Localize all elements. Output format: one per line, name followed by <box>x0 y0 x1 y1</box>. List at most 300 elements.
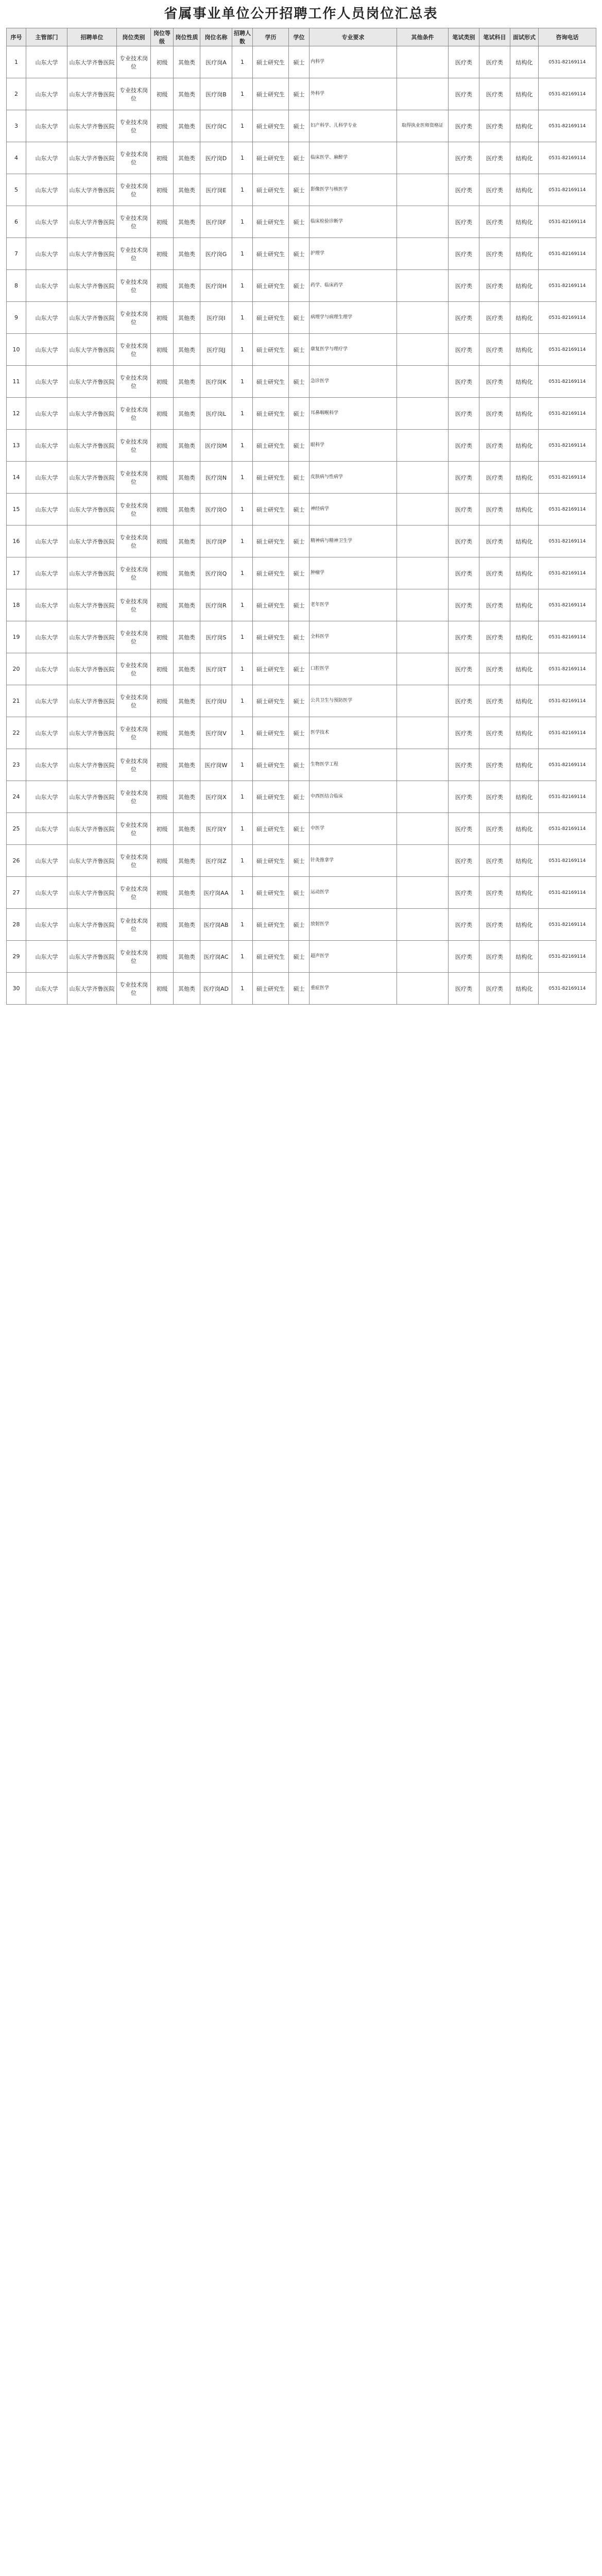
nature-cell: 其他类 <box>174 845 200 877</box>
column-header: 序号 <box>7 28 26 46</box>
count-cell: 1 <box>232 526 253 557</box>
degree-cell: 硕士 <box>289 813 309 845</box>
contact-cell: 0531-82169114 <box>539 366 596 398</box>
contact-cell: 0531-82169114 <box>539 877 596 909</box>
post-cell: 医疗岗X <box>200 781 232 813</box>
exam-type-cell: 医疗类 <box>449 302 479 334</box>
contact-cell: 0531-82169114 <box>539 46 596 78</box>
post-cell: 医疗岗J <box>200 334 232 366</box>
column-header: 专业要求 <box>309 28 397 46</box>
other-cell <box>397 206 449 238</box>
dept-cell: 山东大学 <box>26 621 67 653</box>
nature-cell: 其他类 <box>174 813 200 845</box>
table-row <box>7 110 596 142</box>
exam-type-cell: 医疗类 <box>449 398 479 430</box>
major-cell: 眼科学 <box>309 430 397 462</box>
interview-cell: 结构化 <box>510 142 539 174</box>
exam-type-cell: 医疗类 <box>449 430 479 462</box>
other-cell <box>397 526 449 557</box>
unit-cell: 山东大学齐鲁医院 <box>67 973 117 1005</box>
count-cell: 1 <box>232 877 253 909</box>
nature-cell: 其他类 <box>174 526 200 557</box>
post-cell: 医疗岗L <box>200 398 232 430</box>
degree-cell: 硕士 <box>289 302 309 334</box>
count-cell: 1 <box>232 142 253 174</box>
interview-cell: 结构化 <box>510 494 539 526</box>
degree-cell: 硕士 <box>289 781 309 813</box>
unit-cell: 山东大学齐鲁医院 <box>67 621 117 653</box>
other-cell <box>397 781 449 813</box>
column-header: 笔试科目 <box>479 28 510 46</box>
column-header: 面试形式 <box>510 28 539 46</box>
nature-cell: 其他类 <box>174 238 200 270</box>
column-header: 笔试类别 <box>449 28 479 46</box>
level-cell: 初级 <box>151 813 174 845</box>
other-cell <box>397 653 449 685</box>
education-cell: 硕士研究生 <box>253 494 289 526</box>
contact-cell: 0531-82169114 <box>539 685 596 717</box>
interview-cell: 结构化 <box>510 334 539 366</box>
exam-type-cell: 医疗类 <box>449 78 479 110</box>
contact-cell: 0531-82169114 <box>539 557 596 589</box>
exam-type-cell: 医疗类 <box>449 494 479 526</box>
post-cell: 医疗岗AD <box>200 973 232 1005</box>
major-cell: 耳鼻咽喉科学 <box>309 398 397 430</box>
post-cell: 医疗岗O <box>200 494 232 526</box>
degree-cell: 硕士 <box>289 717 309 749</box>
degree-cell: 硕士 <box>289 653 309 685</box>
degree-cell: 硕士 <box>289 621 309 653</box>
major-cell: 病理学与病理生理学 <box>309 302 397 334</box>
unit-cell: 山东大学齐鲁医院 <box>67 557 117 589</box>
table-row <box>7 526 596 557</box>
level-cell: 初级 <box>151 494 174 526</box>
nature-cell: 其他类 <box>174 973 200 1005</box>
exam-type-cell: 医疗类 <box>449 909 479 941</box>
level-cell: 初级 <box>151 110 174 142</box>
interview-cell: 结构化 <box>510 877 539 909</box>
row-number: 13 <box>7 430 26 462</box>
table-row <box>7 557 596 589</box>
row-number: 16 <box>7 526 26 557</box>
table-row <box>7 973 596 1005</box>
dept-cell: 山东大学 <box>26 845 67 877</box>
count-cell: 1 <box>232 334 253 366</box>
level-cell: 初级 <box>151 557 174 589</box>
education-cell: 硕士研究生 <box>253 941 289 973</box>
education-cell: 硕士研究生 <box>253 78 289 110</box>
major-cell: 内科学 <box>309 46 397 78</box>
count-cell: 1 <box>232 110 253 142</box>
interview-cell: 结构化 <box>510 941 539 973</box>
level-cell: 初级 <box>151 877 174 909</box>
exam-type-cell: 医疗类 <box>449 142 479 174</box>
exam-subject-cell: 医疗类 <box>479 717 510 749</box>
education-cell: 硕士研究生 <box>253 526 289 557</box>
contact-cell: 0531-82169114 <box>539 78 596 110</box>
exam-subject-cell: 医疗类 <box>479 46 510 78</box>
education-cell: 硕士研究生 <box>253 557 289 589</box>
count-cell: 1 <box>232 845 253 877</box>
post-cell: 医疗岗R <box>200 589 232 621</box>
dept-cell: 山东大学 <box>26 526 67 557</box>
exam-subject-cell: 医疗类 <box>479 366 510 398</box>
exam-type-cell: 医疗类 <box>449 973 479 1005</box>
count-cell: 1 <box>232 462 253 494</box>
column-header: 主管部门 <box>26 28 67 46</box>
exam-subject-cell: 医疗类 <box>479 973 510 1005</box>
exam-subject-cell: 医疗类 <box>479 526 510 557</box>
other-cell <box>397 462 449 494</box>
major-cell: 妇产科学、儿科学专业 <box>309 110 397 142</box>
category-cell: 专业技术岗位 <box>117 110 151 142</box>
education-cell: 硕士研究生 <box>253 781 289 813</box>
row-number: 7 <box>7 238 26 270</box>
degree-cell: 硕士 <box>289 749 309 781</box>
nature-cell: 其他类 <box>174 557 200 589</box>
count-cell: 1 <box>232 46 253 78</box>
row-number: 11 <box>7 366 26 398</box>
column-header: 咨询电话 <box>539 28 596 46</box>
category-cell: 专业技术岗位 <box>117 334 151 366</box>
unit-cell: 山东大学齐鲁医院 <box>67 877 117 909</box>
exam-subject-cell: 医疗类 <box>479 941 510 973</box>
table-row <box>7 685 596 717</box>
dept-cell: 山东大学 <box>26 717 67 749</box>
exam-type-cell: 医疗类 <box>449 334 479 366</box>
nature-cell: 其他类 <box>174 781 200 813</box>
other-cell <box>397 142 449 174</box>
category-cell: 专业技术岗位 <box>117 462 151 494</box>
level-cell: 初级 <box>151 462 174 494</box>
contact-cell: 0531-82169114 <box>539 110 596 142</box>
post-cell: 医疗岗AA <box>200 877 232 909</box>
nature-cell: 其他类 <box>174 174 200 206</box>
dept-cell: 山东大学 <box>26 334 67 366</box>
unit-cell: 山东大学齐鲁医院 <box>67 526 117 557</box>
post-cell: 医疗岗A <box>200 46 232 78</box>
interview-cell: 结构化 <box>510 46 539 78</box>
dept-cell: 山东大学 <box>26 749 67 781</box>
other-cell <box>397 398 449 430</box>
level-cell: 初级 <box>151 621 174 653</box>
post-cell: 医疗岗I <box>200 302 232 334</box>
count-cell: 1 <box>232 78 253 110</box>
count-cell: 1 <box>232 973 253 1005</box>
count-cell: 1 <box>232 685 253 717</box>
row-number: 29 <box>7 941 26 973</box>
exam-subject-cell: 医疗类 <box>479 462 510 494</box>
education-cell: 硕士研究生 <box>253 462 289 494</box>
nature-cell: 其他类 <box>174 621 200 653</box>
major-cell: 外科学 <box>309 78 397 110</box>
exam-subject-cell: 医疗类 <box>479 334 510 366</box>
education-cell: 硕士研究生 <box>253 845 289 877</box>
table-row <box>7 717 596 749</box>
count-cell: 1 <box>232 813 253 845</box>
level-cell: 初级 <box>151 302 174 334</box>
row-number: 9 <box>7 302 26 334</box>
other-cell <box>397 557 449 589</box>
exam-subject-cell: 医疗类 <box>479 653 510 685</box>
interview-cell: 结构化 <box>510 238 539 270</box>
interview-cell: 结构化 <box>510 685 539 717</box>
table-row <box>7 366 596 398</box>
unit-cell: 山东大学齐鲁医院 <box>67 142 117 174</box>
education-cell: 硕士研究生 <box>253 653 289 685</box>
dept-cell: 山东大学 <box>26 174 67 206</box>
table-row <box>7 334 596 366</box>
interview-cell: 结构化 <box>510 110 539 142</box>
unit-cell: 山东大学齐鲁医院 <box>67 302 117 334</box>
degree-cell: 硕士 <box>289 174 309 206</box>
category-cell: 专业技术岗位 <box>117 238 151 270</box>
unit-cell: 山东大学齐鲁医院 <box>67 430 117 462</box>
count-cell: 1 <box>232 174 253 206</box>
exam-type-cell: 医疗类 <box>449 270 479 302</box>
interview-cell: 结构化 <box>510 270 539 302</box>
category-cell: 专业技术岗位 <box>117 653 151 685</box>
table-row <box>7 462 596 494</box>
category-cell: 专业技术岗位 <box>117 813 151 845</box>
post-cell: 医疗岗H <box>200 270 232 302</box>
level-cell: 初级 <box>151 238 174 270</box>
post-cell: 医疗岗V <box>200 717 232 749</box>
post-cell: 医疗岗B <box>200 78 232 110</box>
column-header: 岗位性质 <box>174 28 200 46</box>
post-cell: 医疗岗S <box>200 621 232 653</box>
exam-type-cell: 医疗类 <box>449 110 479 142</box>
unit-cell: 山东大学齐鲁医院 <box>67 366 117 398</box>
interview-cell: 结构化 <box>510 557 539 589</box>
level-cell: 初级 <box>151 685 174 717</box>
exam-type-cell: 医疗类 <box>449 653 479 685</box>
category-cell: 专业技术岗位 <box>117 398 151 430</box>
post-cell: 医疗岗G <box>200 238 232 270</box>
row-number: 12 <box>7 398 26 430</box>
exam-subject-cell: 医疗类 <box>479 877 510 909</box>
major-cell: 老年医学 <box>309 589 397 621</box>
category-cell: 专业技术岗位 <box>117 717 151 749</box>
level-cell: 初级 <box>151 174 174 206</box>
nature-cell: 其他类 <box>174 398 200 430</box>
degree-cell: 硕士 <box>289 589 309 621</box>
dept-cell: 山东大学 <box>26 46 67 78</box>
column-header: 岗位类别 <box>117 28 151 46</box>
major-cell: 临床医学、麻醉学 <box>309 142 397 174</box>
major-cell: 康复医学与理疗学 <box>309 334 397 366</box>
row-number: 24 <box>7 781 26 813</box>
dept-cell: 山东大学 <box>26 366 67 398</box>
education-cell: 硕士研究生 <box>253 398 289 430</box>
contact-cell: 0531-82169114 <box>539 973 596 1005</box>
degree-cell: 硕士 <box>289 941 309 973</box>
row-number: 5 <box>7 174 26 206</box>
exam-subject-cell: 医疗类 <box>479 813 510 845</box>
dept-cell: 山东大学 <box>26 206 67 238</box>
other-cell <box>397 430 449 462</box>
other-cell <box>397 717 449 749</box>
contact-cell: 0531-82169114 <box>539 142 596 174</box>
row-number: 25 <box>7 813 26 845</box>
header-row <box>7 28 596 46</box>
interview-cell: 结构化 <box>510 653 539 685</box>
unit-cell: 山东大学齐鲁医院 <box>67 941 117 973</box>
education-cell: 硕士研究生 <box>253 46 289 78</box>
count-cell: 1 <box>232 206 253 238</box>
count-cell: 1 <box>232 238 253 270</box>
count-cell: 1 <box>232 717 253 749</box>
unit-cell: 山东大学齐鲁医院 <box>67 685 117 717</box>
contact-cell: 0531-82169114 <box>539 174 596 206</box>
other-cell <box>397 749 449 781</box>
contact-cell: 0531-82169114 <box>539 270 596 302</box>
education-cell: 硕士研究生 <box>253 142 289 174</box>
dept-cell: 山东大学 <box>26 877 67 909</box>
exam-type-cell: 医疗类 <box>449 781 479 813</box>
unit-cell: 山东大学齐鲁医院 <box>67 270 117 302</box>
interview-cell: 结构化 <box>510 621 539 653</box>
dept-cell: 山东大学 <box>26 270 67 302</box>
post-cell: 医疗岗AB <box>200 909 232 941</box>
contact-cell: 0531-82169114 <box>539 526 596 557</box>
exam-subject-cell: 医疗类 <box>479 430 510 462</box>
unit-cell: 山东大学齐鲁医院 <box>67 462 117 494</box>
major-cell: 全科医学 <box>309 621 397 653</box>
major-cell: 医学技术 <box>309 717 397 749</box>
dept-cell: 山东大学 <box>26 462 67 494</box>
count-cell: 1 <box>232 302 253 334</box>
count-cell: 1 <box>232 557 253 589</box>
degree-cell: 硕士 <box>289 78 309 110</box>
education-cell: 硕士研究生 <box>253 270 289 302</box>
unit-cell: 山东大学齐鲁医院 <box>67 909 117 941</box>
unit-cell: 山东大学齐鲁医院 <box>67 110 117 142</box>
interview-cell: 结构化 <box>510 430 539 462</box>
dept-cell: 山东大学 <box>26 781 67 813</box>
exam-type-cell: 医疗类 <box>449 462 479 494</box>
exam-subject-cell: 医疗类 <box>479 110 510 142</box>
table-row <box>7 46 596 78</box>
row-number: 1 <box>7 46 26 78</box>
interview-cell: 结构化 <box>510 462 539 494</box>
contact-cell: 0531-82169114 <box>539 494 596 526</box>
exam-type-cell: 医疗类 <box>449 749 479 781</box>
degree-cell: 硕士 <box>289 270 309 302</box>
interview-cell: 结构化 <box>510 845 539 877</box>
post-cell: 医疗岗N <box>200 462 232 494</box>
unit-cell: 山东大学齐鲁医院 <box>67 238 117 270</box>
degree-cell: 硕士 <box>289 430 309 462</box>
exam-subject-cell: 医疗类 <box>479 302 510 334</box>
table-row <box>7 941 596 973</box>
category-cell: 专业技术岗位 <box>117 174 151 206</box>
degree-cell: 硕士 <box>289 494 309 526</box>
nature-cell: 其他类 <box>174 909 200 941</box>
education-cell: 硕士研究生 <box>253 430 289 462</box>
degree-cell: 硕士 <box>289 110 309 142</box>
other-cell <box>397 589 449 621</box>
other-cell <box>397 302 449 334</box>
count-cell: 1 <box>232 653 253 685</box>
degree-cell: 硕士 <box>289 877 309 909</box>
major-cell: 药学、临床药学 <box>309 270 397 302</box>
count-cell: 1 <box>232 366 253 398</box>
major-cell: 皮肤病与性病学 <box>309 462 397 494</box>
major-cell: 口腔医学 <box>309 653 397 685</box>
major-cell: 放射医学 <box>309 909 397 941</box>
table-row <box>7 909 596 941</box>
row-number: 18 <box>7 589 26 621</box>
education-cell: 硕士研究生 <box>253 717 289 749</box>
education-cell: 硕士研究生 <box>253 749 289 781</box>
interview-cell: 结构化 <box>510 174 539 206</box>
education-cell: 硕士研究生 <box>253 110 289 142</box>
category-cell: 专业技术岗位 <box>117 302 151 334</box>
exam-type-cell: 医疗类 <box>449 526 479 557</box>
education-cell: 硕士研究生 <box>253 334 289 366</box>
table-row <box>7 845 596 877</box>
count-cell: 1 <box>232 270 253 302</box>
level-cell: 初级 <box>151 142 174 174</box>
contact-cell: 0531-82169114 <box>539 430 596 462</box>
major-cell: 针灸推拿学 <box>309 845 397 877</box>
nature-cell: 其他类 <box>174 877 200 909</box>
degree-cell: 硕士 <box>289 142 309 174</box>
degree-cell: 硕士 <box>289 526 309 557</box>
exam-subject-cell: 医疗类 <box>479 78 510 110</box>
interview-cell: 结构化 <box>510 813 539 845</box>
exam-type-cell: 医疗类 <box>449 238 479 270</box>
table-row <box>7 749 596 781</box>
contact-cell: 0531-82169114 <box>539 621 596 653</box>
interview-cell: 结构化 <box>510 973 539 1005</box>
row-number: 28 <box>7 909 26 941</box>
major-cell: 超声医学 <box>309 941 397 973</box>
exam-subject-cell: 医疗类 <box>479 398 510 430</box>
post-cell: 医疗岗F <box>200 206 232 238</box>
category-cell: 专业技术岗位 <box>117 877 151 909</box>
major-cell: 精神病与精神卫生学 <box>309 526 397 557</box>
degree-cell: 硕士 <box>289 398 309 430</box>
unit-cell: 山东大学齐鲁医院 <box>67 749 117 781</box>
level-cell: 初级 <box>151 589 174 621</box>
exam-type-cell: 医疗类 <box>449 366 479 398</box>
unit-cell: 山东大学齐鲁医院 <box>67 845 117 877</box>
category-cell: 专业技术岗位 <box>117 621 151 653</box>
unit-cell: 山东大学齐鲁医院 <box>67 174 117 206</box>
table-row <box>7 142 596 174</box>
row-number: 10 <box>7 334 26 366</box>
exam-type-cell: 医疗类 <box>449 717 479 749</box>
other-cell <box>397 174 449 206</box>
exam-subject-cell: 医疗类 <box>479 557 510 589</box>
table-body <box>7 46 596 1005</box>
interview-cell: 结构化 <box>510 589 539 621</box>
contact-cell: 0531-82169114 <box>539 653 596 685</box>
major-cell: 护理学 <box>309 238 397 270</box>
category-cell: 专业技术岗位 <box>117 526 151 557</box>
degree-cell: 硕士 <box>289 206 309 238</box>
exam-subject-cell: 医疗类 <box>479 238 510 270</box>
contact-cell: 0531-82169114 <box>539 206 596 238</box>
dept-cell: 山东大学 <box>26 110 67 142</box>
education-cell: 硕士研究生 <box>253 685 289 717</box>
exam-subject-cell: 医疗类 <box>479 270 510 302</box>
dept-cell: 山东大学 <box>26 589 67 621</box>
row-number: 2 <box>7 78 26 110</box>
contact-cell: 0531-82169114 <box>539 749 596 781</box>
